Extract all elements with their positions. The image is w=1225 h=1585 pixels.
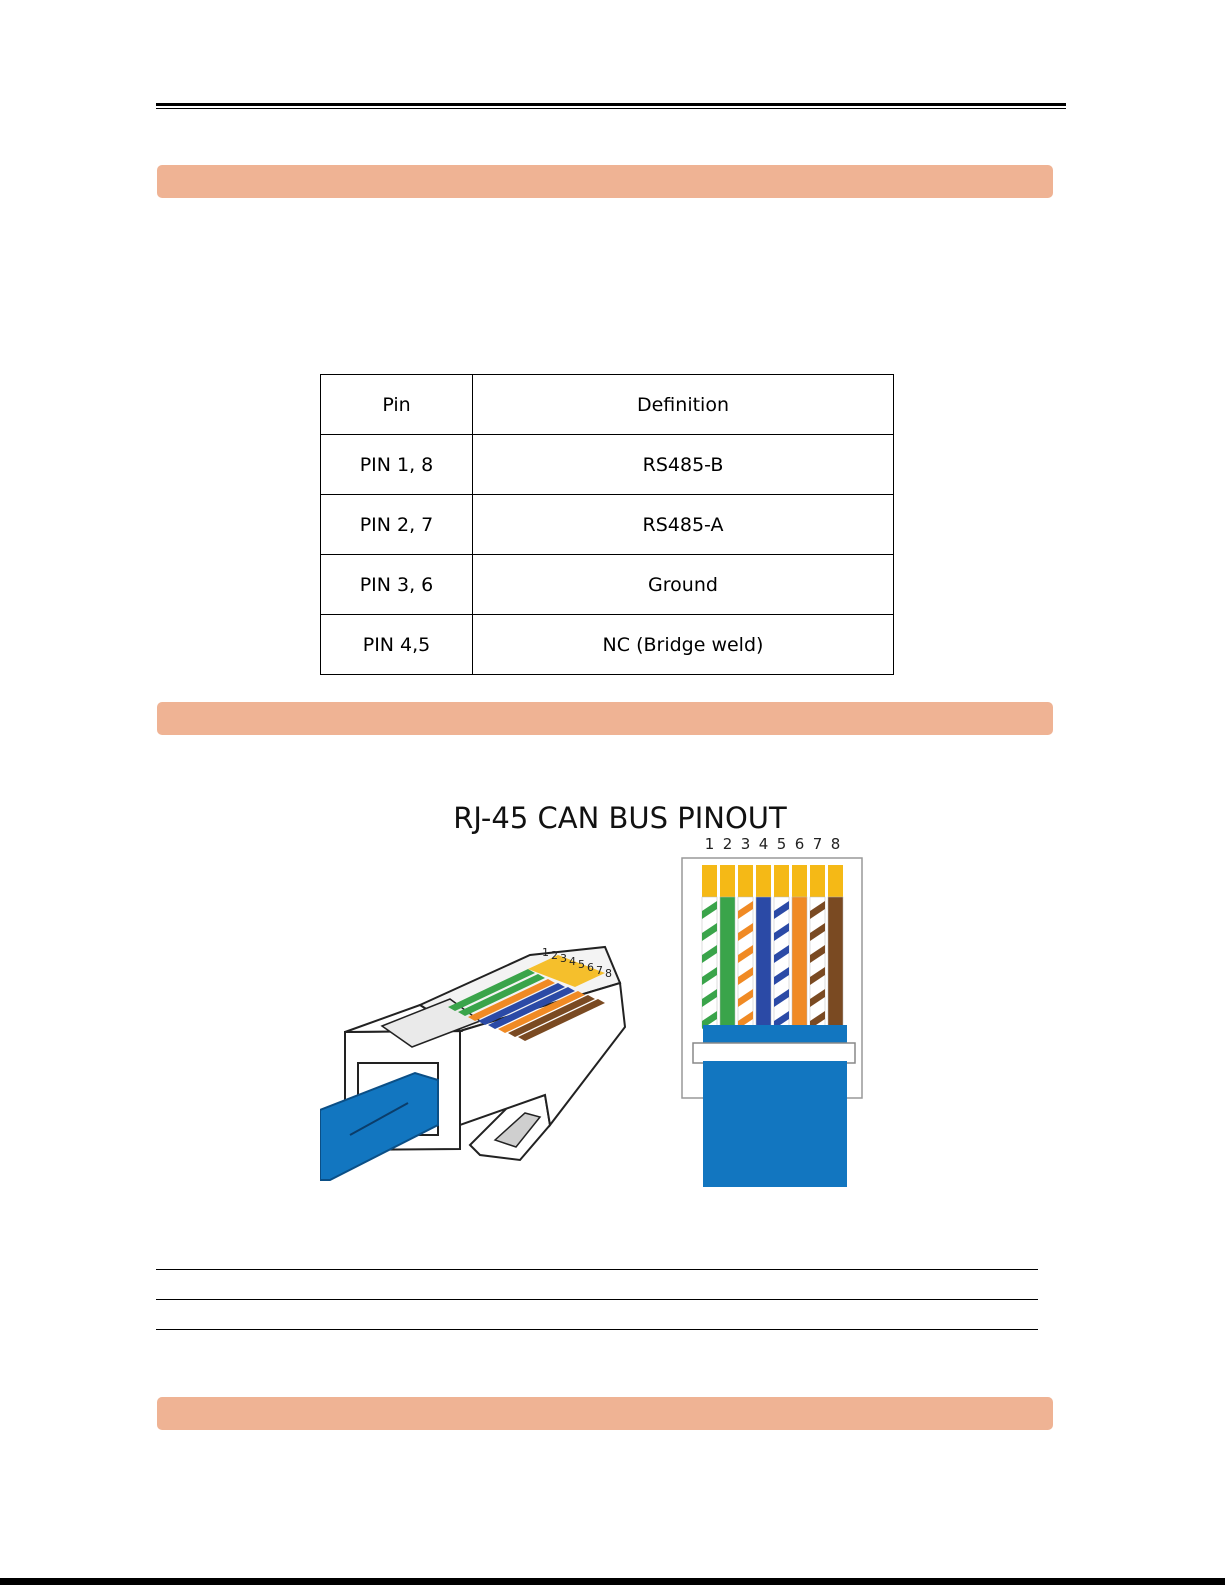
definition-cell: NC (Bridge weld) [473, 615, 894, 675]
pin-number: 6 [794, 835, 805, 853]
gold-contact [774, 865, 789, 897]
definition-cell: Ground [473, 555, 894, 615]
diagram-title: RJ-45 CAN BUS PINOUT [453, 801, 787, 835]
gold-contact [738, 865, 753, 897]
svg-text:2: 2 [551, 949, 558, 962]
rj45-pinout-diagram [320, 795, 900, 1205]
pin-number: 1 [704, 835, 715, 853]
page-bottom-bar [0, 1578, 1225, 1585]
header-rule-thin [156, 108, 1066, 109]
pin-number-row [705, 835, 841, 853]
table-row [321, 435, 894, 495]
header-definition: Definition [473, 375, 894, 435]
pin-cell: PIN 2, 7 [321, 495, 473, 555]
divider-line-1 [156, 1269, 1038, 1270]
pin-number: 2 [722, 835, 733, 853]
header-pin: Pin [321, 375, 473, 435]
definition-cell: RS485-A [473, 495, 894, 555]
divider-line-3 [156, 1329, 1038, 1330]
table-row [321, 615, 894, 675]
pin-number: 3 [740, 835, 751, 853]
pin-number: 7 [812, 835, 823, 853]
wire-4 [756, 897, 771, 1027]
pin-definition-table [320, 374, 894, 675]
pin-cell: PIN 3, 6 [321, 555, 473, 615]
gold-contact [702, 865, 717, 897]
svg-text:8: 8 [605, 967, 612, 980]
connector-front-view-illustration [682, 858, 862, 1187]
gold-contact [720, 865, 735, 897]
section-band-3 [157, 1397, 1053, 1430]
pin-number: 4 [758, 835, 769, 853]
gold-contact [792, 865, 807, 897]
gold-contact [756, 865, 771, 897]
connector-perspective-illustration [320, 946, 625, 1180]
section-band-1 [157, 165, 1053, 198]
svg-text:6: 6 [587, 961, 594, 974]
svg-text:5: 5 [578, 958, 585, 971]
table-header-row [321, 375, 894, 435]
pin-cell: PIN 4,5 [321, 615, 473, 675]
section-band-2 [157, 702, 1053, 735]
pin-number: 5 [776, 835, 787, 853]
gold-contact [828, 865, 843, 897]
table-row [321, 495, 894, 555]
svg-text:7: 7 [596, 964, 603, 977]
definition-cell: RS485-B [473, 435, 894, 495]
header-rule-thick [156, 103, 1066, 106]
svg-text:4: 4 [569, 955, 576, 968]
gold-contact [810, 865, 825, 897]
svg-text:1: 1 [542, 946, 549, 959]
divider-line-2 [156, 1299, 1038, 1300]
table-row [321, 555, 894, 615]
wire-2 [720, 897, 735, 1027]
pin-number: 8 [830, 835, 841, 853]
svg-text:3: 3 [560, 952, 567, 965]
pin-cell: PIN 1, 8 [321, 435, 473, 495]
wire-8 [828, 897, 843, 1027]
wire-6 [792, 897, 807, 1027]
